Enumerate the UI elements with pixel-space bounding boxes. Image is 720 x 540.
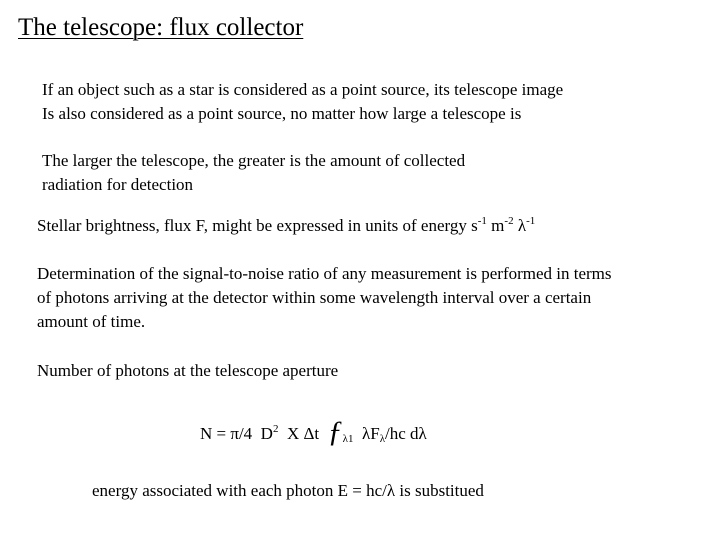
photon-count-formula <box>200 415 427 448</box>
larger-telescope-paragraph <box>42 149 465 197</box>
larger-telescope-line-2: radiation for detection <box>42 175 194 194</box>
lambda-exponent: -1 <box>526 215 536 227</box>
integral-sign: ƒ <box>327 415 343 448</box>
integrand-lambda-subscript: λ <box>379 433 386 445</box>
stellar-brightness-text: Stellar brightness, flux F, might be expressed in units of energy s <box>37 216 478 235</box>
signal-to-noise-line-3: amount of time. <box>37 312 146 331</box>
point-source-paragraph <box>42 78 563 126</box>
signal-to-noise-line-1: Determination of the signal-to-noise ratio of any measurement is performed in terms <box>37 264 612 283</box>
point-source-line-1: If an object such as a star is considered as a point source, its telescope image <box>42 80 564 99</box>
signal-to-noise-line-2: of photons arriving at the detector within some wavelength interval over a certain <box>37 288 592 307</box>
formula-lhs: N = π/4 D <box>200 424 273 443</box>
point-source-line-2: Is also considered as a point source, no matter how large a telescope is <box>42 104 522 123</box>
formula-integrand-tail: /hc dλ <box>385 424 427 443</box>
m-exponent: -2 <box>504 215 514 227</box>
photon-count-paragraph <box>37 359 338 383</box>
formula-mid: X Δt <box>278 424 328 443</box>
larger-telescope-line-1: The larger the telescope, the greater is the amount of collected <box>42 151 466 170</box>
formula-d-exponent: 2 <box>272 423 279 435</box>
photon-energy-text: energy associated with each photon E = hc/λ is substitued <box>92 481 484 500</box>
s-exponent: -1 <box>477 215 487 227</box>
integral-lower-limit: λ1 <box>342 433 354 445</box>
photon-count-text: Number of photons at the telescope aperture <box>37 361 339 380</box>
stellar-brightness-paragraph <box>37 214 535 238</box>
lambda-unit: λ <box>513 216 527 235</box>
signal-to-noise-paragraph <box>37 262 612 334</box>
formula-integrand: λF <box>353 424 380 443</box>
slide-title: The telescope: flux collector <box>18 14 304 41</box>
m-unit: m <box>486 216 505 235</box>
photon-energy-paragraph <box>92 479 484 503</box>
